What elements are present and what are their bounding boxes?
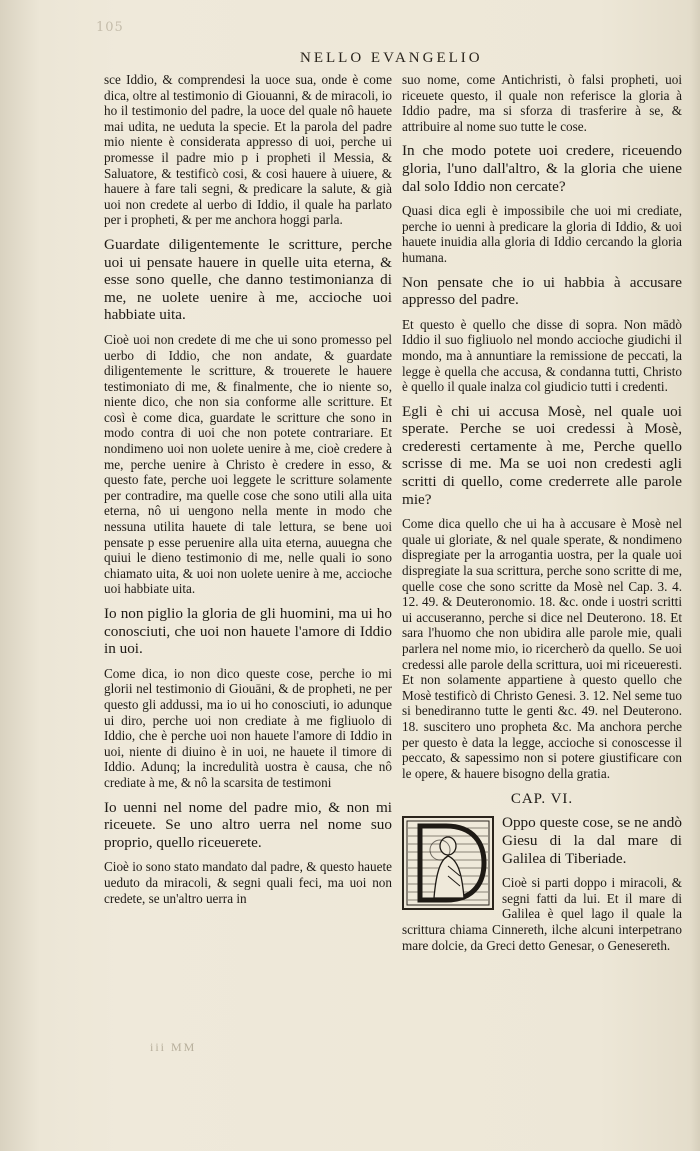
commentary-block: suo nome, come Antichristi, ò falsi propheti, uoi riceuete questo, il quale non referisce la gloria à Iddio padre, ma si sforza di trasferire à se, & attribuire al nome suo tutte le cose. xyxy=(402,72,682,134)
page-number: 105 xyxy=(96,20,124,35)
gospel-verse: Guardate diligentemente le scritture, perche uoi ui pensate hauere in quelle uita eterna, & esse sono quelle, che danno testimonianza di me, ne uolete uenire à me, accioche uoi habbiate uita. xyxy=(104,235,392,324)
gospel-verse: Egli è chi ui accusa Mosè, nel quale uoi sperate. Perche se uoi credessi à Mosè, crederesti certamente à me, Perche quello scrisse di me. Ma se uoi non credesti agli scritti di quello, come crederrete alle parole mie? xyxy=(402,402,682,508)
gospel-verse: Io uenni nel nome del padre mio, & non mi riceuete. Se uno altro uerra nel nome suo proprio, quello riceuerete. xyxy=(104,798,392,851)
commentary-block: Cioè si parti doppo i miracoli, & segni fatti da lui. Et il mare di Galilea è quel lago il quale la scrittura chiama Cinnereth, ilche alcuni interpetrano mare dolcie, da Greci detto Genesar, o Genesereth. xyxy=(402,875,682,953)
right-column xyxy=(402,72,682,961)
commentary-block: Quasi dica egli è impossibile che uoi mi crediate, perche io uenni à predicare la gloria di Iddio, & uoi hauete inuidia alla gloria di Iddio cercando la gloria humana. xyxy=(402,203,682,265)
commentary-block: Et questo è quello che disse di sopra. Non mādò Iddio il suo figliuolo nel mondo accioche giudichi il mondo, ma à annuntiare la remissione de peccati, la legge è quella che accusa, & condanna tutti, Christo è quello il quale inalza col giudicio tutti i credenti. xyxy=(402,316,682,395)
decorated-initial-icon xyxy=(402,816,494,910)
gospel-verse: Io non piglio la gloria de gli huomini, ma ui ho conosciuti, che uoi non hauete l'amore di Iddio in uoi. xyxy=(104,605,392,658)
gospel-verse: Non pensate che io ui habbia à accusare appresso del padre. xyxy=(402,273,682,309)
signature-mark: iii MM xyxy=(150,1040,197,1054)
commentary-block: Cioè uoi non credete di me che ui sono promesso pel uerbo di Iddio, che non andate, & guardate diligentemente le scritture, & trouerete le hauere testimoniato di me, & finalmente, che io niente so, niente dico, che non sia conforme alle scritture. Et così è come dica, guardate le scritture che sono in modo contra di uoi che non potete contrariare. Et nondimeno uoi non uolete uenire à me, cioè credere à me, perche uenire à Christo è credere in esso, & questo fate, perche uoi leggete le scritture solamente per contradire, ma quelle cose che sono utili alla uita eterna, nô ui uengono nella mente in modo che nessuna utilita hauete di tale lettura, se bene uoi pensate p esse peruenire alla uita eterna, auuegna che quiui le dieno testimonio di me, nelle quali io sono chiamato uita, & uoi non uolete uenire à me, accioche uoi habbiate uita. xyxy=(104,331,392,597)
commentary-block: sce Iddio, & comprendesi la uoce sua, onde è come dica, oltre al testimonio di Giouanni, & de miracoli, io ho il testimonio del padre, la uoce del quale nô hauete mai udita, ne ueduta la specie. Et la parola del padre mio niente è considerata appresso di uoi, perche ui promesse il padre mio p i propheti il Messia, & Saluatore, & testificò cosi, & cosi hauere à uiuere, & hauere à fare tali segni, & predicare la salute, & già uoi non credete al uerbo di Iddio, il quale ha parlato per i propheti, & per me anchora hoggi parla. xyxy=(104,72,392,228)
commentary-block: Come dica quello che ui ha à accusare è Mosè nel quale ui gloriate, & nel quale sperate, & nondimeno dispregiate per la arrogantia uostra, per la quale uoi dispregiate la sua scrittura, perche sono scritte di me, quelle cose che sono scritte da Mosè nel Cap. 3. 4. 12. 49. & Deuteronomio. 18. &c. onde i uostri scritti ui accuseranno, perche si dice nel Deuterono. 18. Et sara l'huomo che non ubidira alle parole mie, quali parlera nel nome mio, io ricercherò da quello. Se uoi credessi alle parole della scrittura, uoi mi riceueresti. Et non solamente appartiene à questo quello che Mosè testificò di Christo Genesi. 3. 12. Nel seme tuo si benediranno tutte le genti &c. 49. nel Deuterono. 18. suscitero uno propheta &c. Ma anchora perche per questo è data la legge, accioche si conoscesse il peccato, & sapessimo non si potere giustificare con le opere, & hauere bisogno della gratia. xyxy=(402,516,682,781)
gospel-verse: In che modo potete uoi credere, riceuendo gloria, l'uno dall'altro, & la gloria che uiene dal solo Iddio non cercate? xyxy=(402,142,682,195)
left-column xyxy=(104,72,392,914)
commentary-block: Come dica, io non dico queste cose, perche io mi glorii nel testimonio di Giouāni, & de propheti, ne per questo gli addussi, ma io ui ho conosciuti, io adunque ui diro, perche uoi non crediate à me figliuolo di Iddio, che è perche uoi non hauete l'amore di Iddio in uoi, niente di diuino è in uoi, ne hauete il timore di Iddio. Adunq; la incredulità uostra è causa, che nô crediate à me, & nô la scarsita de testimoni xyxy=(104,665,392,790)
chapter-heading: CAP. VI. xyxy=(510,791,574,808)
gospel-verse: Oppo queste cose, se ne andò Giesu di la dal mare di Galilea di Tiberiade. xyxy=(502,814,682,867)
commentary-block: Cioè io sono stato mandato dal padre, & questo hauete ueduto da miracoli, & segni quali feci, ma uoi non credete, se un'altro uerra in xyxy=(104,859,392,906)
running-head: NELLO EVANGELIO xyxy=(300,50,483,66)
